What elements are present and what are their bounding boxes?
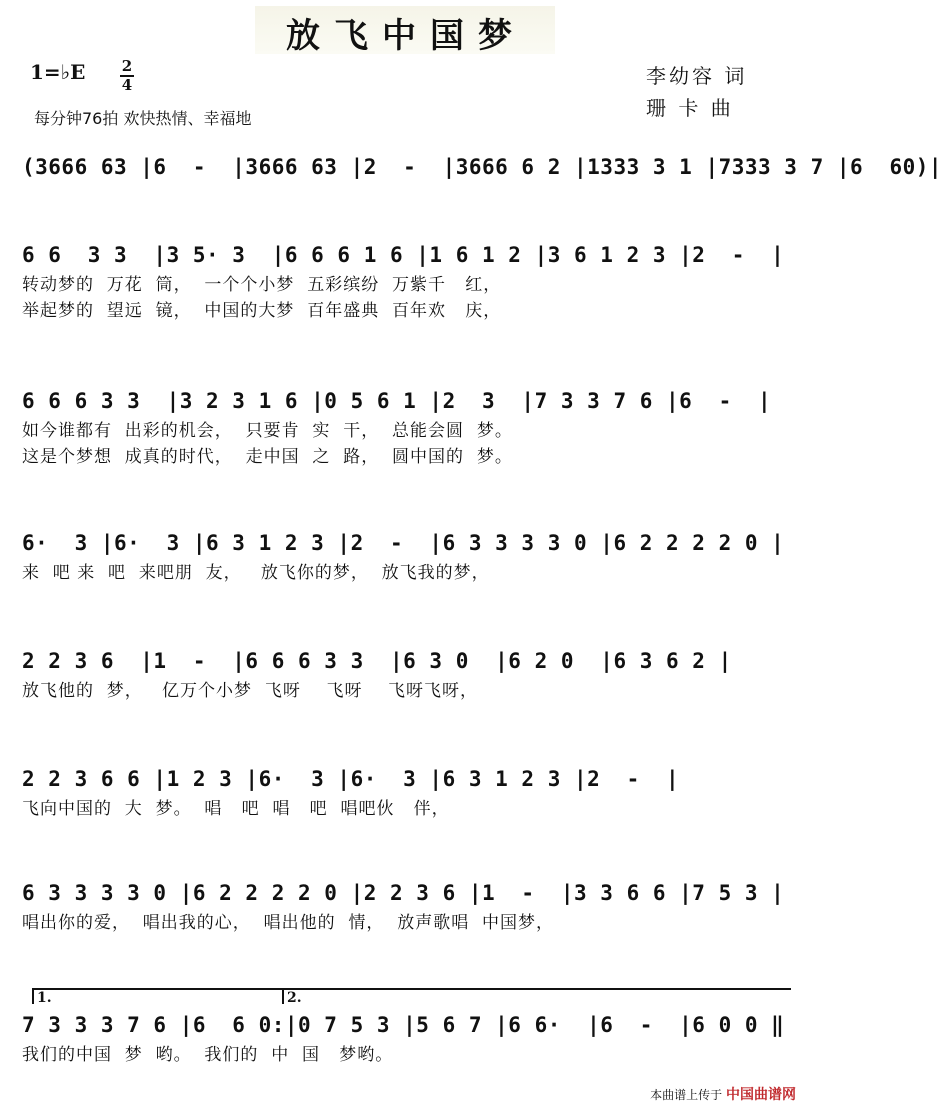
first-ending-bracket: 1.: [32, 988, 283, 1004]
composer-credit: 珊 卡 曲: [646, 96, 734, 120]
notation-line: 2 2 3 6 6 |1 2 3 |6· 3 |6· 3 |6 3 1 2 3 |2 - |: [22, 767, 680, 791]
score-row-5: [22, 646, 796, 704]
score-row-3: [22, 386, 796, 470]
lyric-line: 飞向中国的 大 梦。 唱 吧 唱 吧 唱吧伙 伴，: [22, 799, 450, 819]
meter-top: 2: [121, 57, 133, 75]
lyric-verse-2: 这是个梦想 成真的时代， 走中国 之 路， 圆中国的 梦。: [22, 447, 513, 467]
notation-line: (3666 63 |6 - |3666 63 |2 - |3666 6 2 |1333 3 1 |7333 3 7 |6 60)|: [22, 155, 942, 179]
meter-bottom: 4: [121, 76, 133, 94]
lyric-line: 来 吧 来 吧 来吧朋 友， 放飞你的梦， 放飞我的梦，: [22, 563, 490, 583]
score-row-8: [22, 1010, 796, 1068]
score-row-4: [22, 528, 796, 586]
score-row-2: [22, 240, 796, 324]
lyric-verse-1: 转动梦的 万花 筒， 一个个小梦 五彩缤纷 万紫千 红，: [22, 275, 502, 295]
lyric-verse-2: 举起梦的 望远 镜， 中国的大梦 百年盛典 百年欢 庆，: [22, 301, 502, 321]
notation-line: 6 6 3 3 |3 5· 3 |6 6 6 1 6 |1 6 1 2 |3 6 1 2 3 |2 - |: [22, 243, 785, 267]
second-ending-bracket: 2.: [282, 988, 791, 1004]
lyricist-credit: 李幼容 词: [646, 64, 748, 88]
notation-line: 2 2 3 6 |1 - |6 6 6 3 3 |6 3 0 |6 2 0 |6 3 6 2 |: [22, 649, 732, 673]
notation-line: 6· 3 |6· 3 |6 3 1 2 3 |2 - |6 3 3 3 3 0 |6 2 2 2 2 0 |: [22, 531, 785, 555]
lyric-verse-1: 如今谁都有 出彩的机会， 只要肯 实 干， 总能会圆 梦。: [22, 421, 513, 441]
lyric-line: 放飞他的 梦， 亿万个小梦 飞呀 飞呀 飞呀飞呀，: [22, 681, 479, 701]
notation-line: 7 3 3 3 7 6 |6 6 0:|0 7 5 3 |5 6 7 |6 6· |6 - |6 0 0 ‖: [22, 1013, 785, 1037]
score-row-7: [22, 878, 796, 936]
song-title: 放飞中国梦: [286, 16, 526, 56]
site-brand: 中国曲谱网: [726, 1087, 796, 1103]
notation-line: 6 6 6 3 3 |3 2 3 1 6 |0 5 6 1 |2 3 |7 3 3 7 6 |6 - |: [22, 389, 772, 413]
lyric-line: 我们的中国 梦 哟。 我们的 中 国 梦哟。: [22, 1045, 394, 1065]
lyric-line: 唱出你的爱， 唱出我的心， 唱出他的 情， 放声歌唱 中国梦，: [22, 913, 555, 933]
score-row-6: [22, 764, 796, 822]
notation-line: 6 3 3 3 3 0 |6 2 2 2 2 0 |2 2 3 6 |1 - |3 3 6 6 |7 5 3 |: [22, 881, 785, 905]
time-signature: [120, 58, 134, 94]
score-row-1: [22, 152, 942, 184]
tempo-marking: 每分钟76拍 欢快热情、幸福地: [34, 109, 252, 128]
key-signature: 1=♭E: [30, 60, 86, 84]
source-footer: [650, 1084, 796, 1104]
footer-text: 本曲谱上传于: [650, 1088, 723, 1102]
